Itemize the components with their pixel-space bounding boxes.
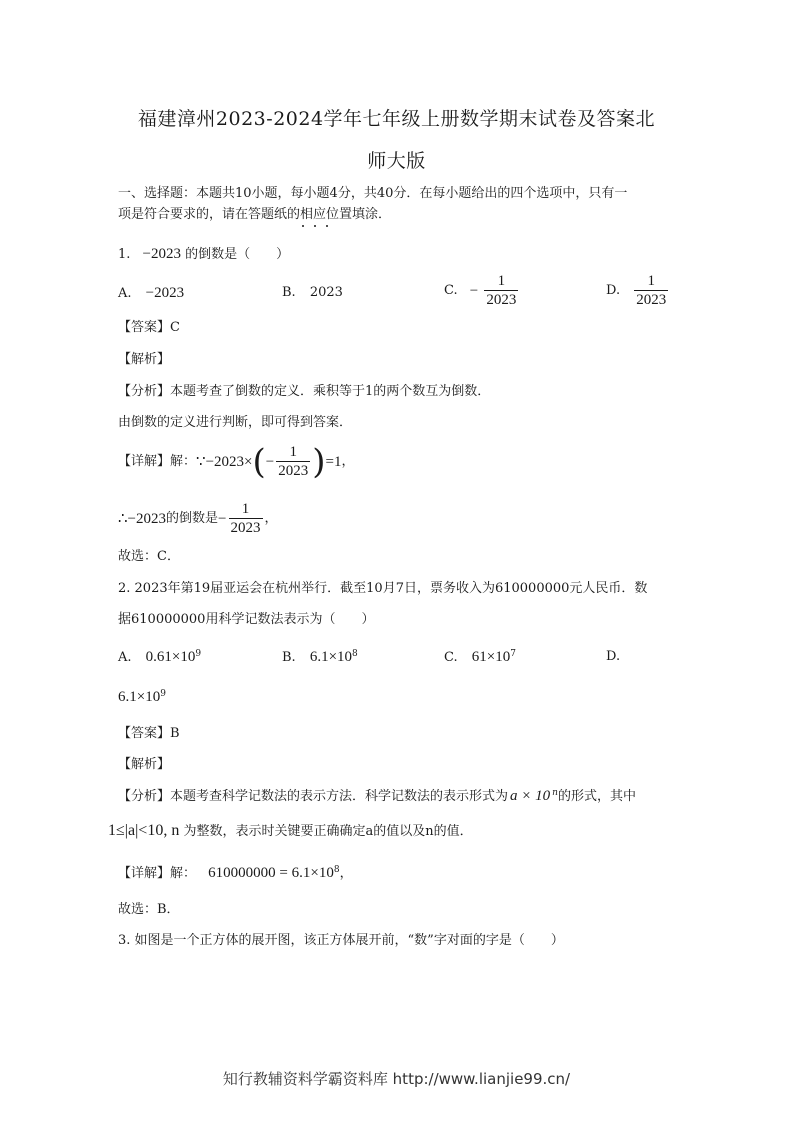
q2-option-b [282, 648, 358, 667]
detail-expression: −2023× [205, 453, 253, 470]
page-title-line2: 师大版 [367, 150, 426, 172]
detail-label: 【详解】解： [118, 866, 197, 881]
option-exponent: 9 [160, 689, 166, 699]
analysis-inequality: 1≤|a|<10, n [108, 822, 180, 839]
section-intro-line2: 项是符合要求的，请在答题纸的相应位置填涂． [118, 207, 392, 222]
option-value: 2023 [309, 285, 343, 300]
analysis-text: 为整数，表示时关键要正确确定a的值以及n的值． [183, 824, 473, 839]
q2-option-d-label: D. [606, 649, 621, 664]
fraction-denominator: 2023 [278, 463, 309, 479]
fraction-numerator: 1 [497, 273, 506, 289]
q1-analysis-line1: 【分析】本题考查了倒数的定义．乘积等于1的两个数互为倒数． [118, 384, 491, 399]
therefore-expression: −2023 [127, 510, 167, 527]
punctuation: ， [264, 510, 278, 526]
option-base: 6.1×10 [118, 689, 161, 705]
option-base: 0.61×10 [145, 649, 196, 665]
q2-stem-line2: 据610000000用科学记数法表示为（ ） [118, 612, 375, 627]
left-paren: ( [252, 441, 266, 482]
option-label: B. [282, 285, 296, 300]
q1-jiexi: 【解析】 [118, 352, 171, 367]
emphasis-dot [326, 225, 328, 227]
q1-option-c [444, 272, 520, 309]
therefore-sign: − [218, 510, 227, 527]
analysis-tail: 的形式，其中 [557, 789, 636, 804]
q2-answer: 【答案】B [118, 726, 180, 741]
option-label: D. [606, 283, 621, 298]
punctuation: ， [341, 453, 355, 469]
fraction-numerator: 1 [241, 501, 250, 517]
analysis-formula: a × 10 [510, 788, 551, 804]
q1-number: 1. [118, 247, 131, 262]
option-exponent: 7 [510, 649, 516, 659]
q1-therefore [118, 500, 278, 537]
detail-exponent: 8 [333, 865, 340, 875]
option-fraction [484, 272, 518, 309]
q2-option-a [118, 648, 201, 667]
fraction-denominator: 2023 [636, 292, 667, 308]
option-base: 61×10 [471, 649, 511, 665]
q1-expression: −2023 [142, 246, 182, 262]
therefore-fraction [229, 500, 263, 537]
detail-fraction [276, 443, 310, 480]
q2-analysis-line2 [108, 822, 473, 841]
fraction-denominator: 2023 [486, 292, 517, 308]
right-paren: ) [312, 441, 326, 482]
option-base: 6.1×10 [309, 649, 353, 665]
q3-stem: 3. 如图是一个正方体的展开图，该正方体展开前，“数”字对面的字是（ ） [118, 933, 564, 948]
q1-detail [118, 443, 354, 480]
section-intro-line1: 一、选择题：本题共10小题，每小题4分，共40分．在每小题给出的四个选项中，只有一 [118, 186, 628, 201]
option-sign: − [469, 282, 479, 299]
q1-stem-text: 的倒数是（ ） [185, 247, 290, 262]
option-label: C. [444, 650, 458, 665]
option-label: A. [118, 286, 132, 301]
q2-choice: 故选：B． [118, 902, 180, 917]
q2-jiexi: 【解析】 [118, 757, 171, 772]
therefore-text: 的倒数是 [166, 510, 219, 526]
q1-option-d [606, 272, 670, 309]
option-fraction [634, 272, 668, 309]
option-label: C. [444, 283, 458, 298]
option-label: A. [118, 650, 132, 665]
q2-stem-line1: 2. 2023年第19届亚运会在杭州举行．截至10月7日，票务收入为610000000元人民币．数 [118, 581, 648, 596]
emphasis-dot [314, 225, 316, 227]
q1-option-b [282, 284, 343, 302]
option-label: B. [282, 650, 296, 665]
q2-option-d-value [118, 688, 166, 707]
q1-stem [118, 245, 289, 264]
fraction-denominator: 2023 [230, 520, 261, 536]
analysis-text: 【分析】本题考查科学记数法的表示方法．科学记数法的表示形式为 [118, 789, 509, 804]
option-value: −2023 [145, 285, 185, 301]
q2-analysis-line1 [118, 787, 636, 806]
punctuation: ， [339, 866, 353, 881]
option-exponent: 8 [352, 649, 358, 659]
option-exponent: 9 [195, 649, 202, 659]
detail-result: =1 [325, 453, 342, 470]
q2-option-c [444, 648, 516, 667]
q1-answer: 【答案】C [118, 320, 180, 335]
q1-analysis-line2: 由倒数的定义进行判断，即可得到答案． [118, 415, 353, 430]
because-symbol: ∵ [196, 453, 206, 470]
fraction-numerator: 1 [647, 273, 655, 289]
q1-option-a [118, 284, 184, 303]
detail-label: 【详解】解： [118, 453, 197, 469]
fraction-numerator: 1 [289, 444, 297, 460]
therefore-symbol: ∴ [118, 510, 128, 527]
detail-expression: 610000000 = 6.1×10 [208, 865, 334, 881]
q2-detail [118, 864, 353, 883]
page-title-line1: 福建漳州2023-2024学年七年级上册数学期末试卷及答案北 [137, 108, 656, 130]
footer-watermark: 知行教辅资料学霸资料库 http://www.lianjie99.cn/ [222, 1070, 571, 1088]
emphasis-dot [302, 225, 304, 227]
q1-choice: 故选：C． [118, 549, 180, 564]
detail-sign: − [265, 453, 275, 470]
analysis-exponent: n [552, 788, 558, 798]
